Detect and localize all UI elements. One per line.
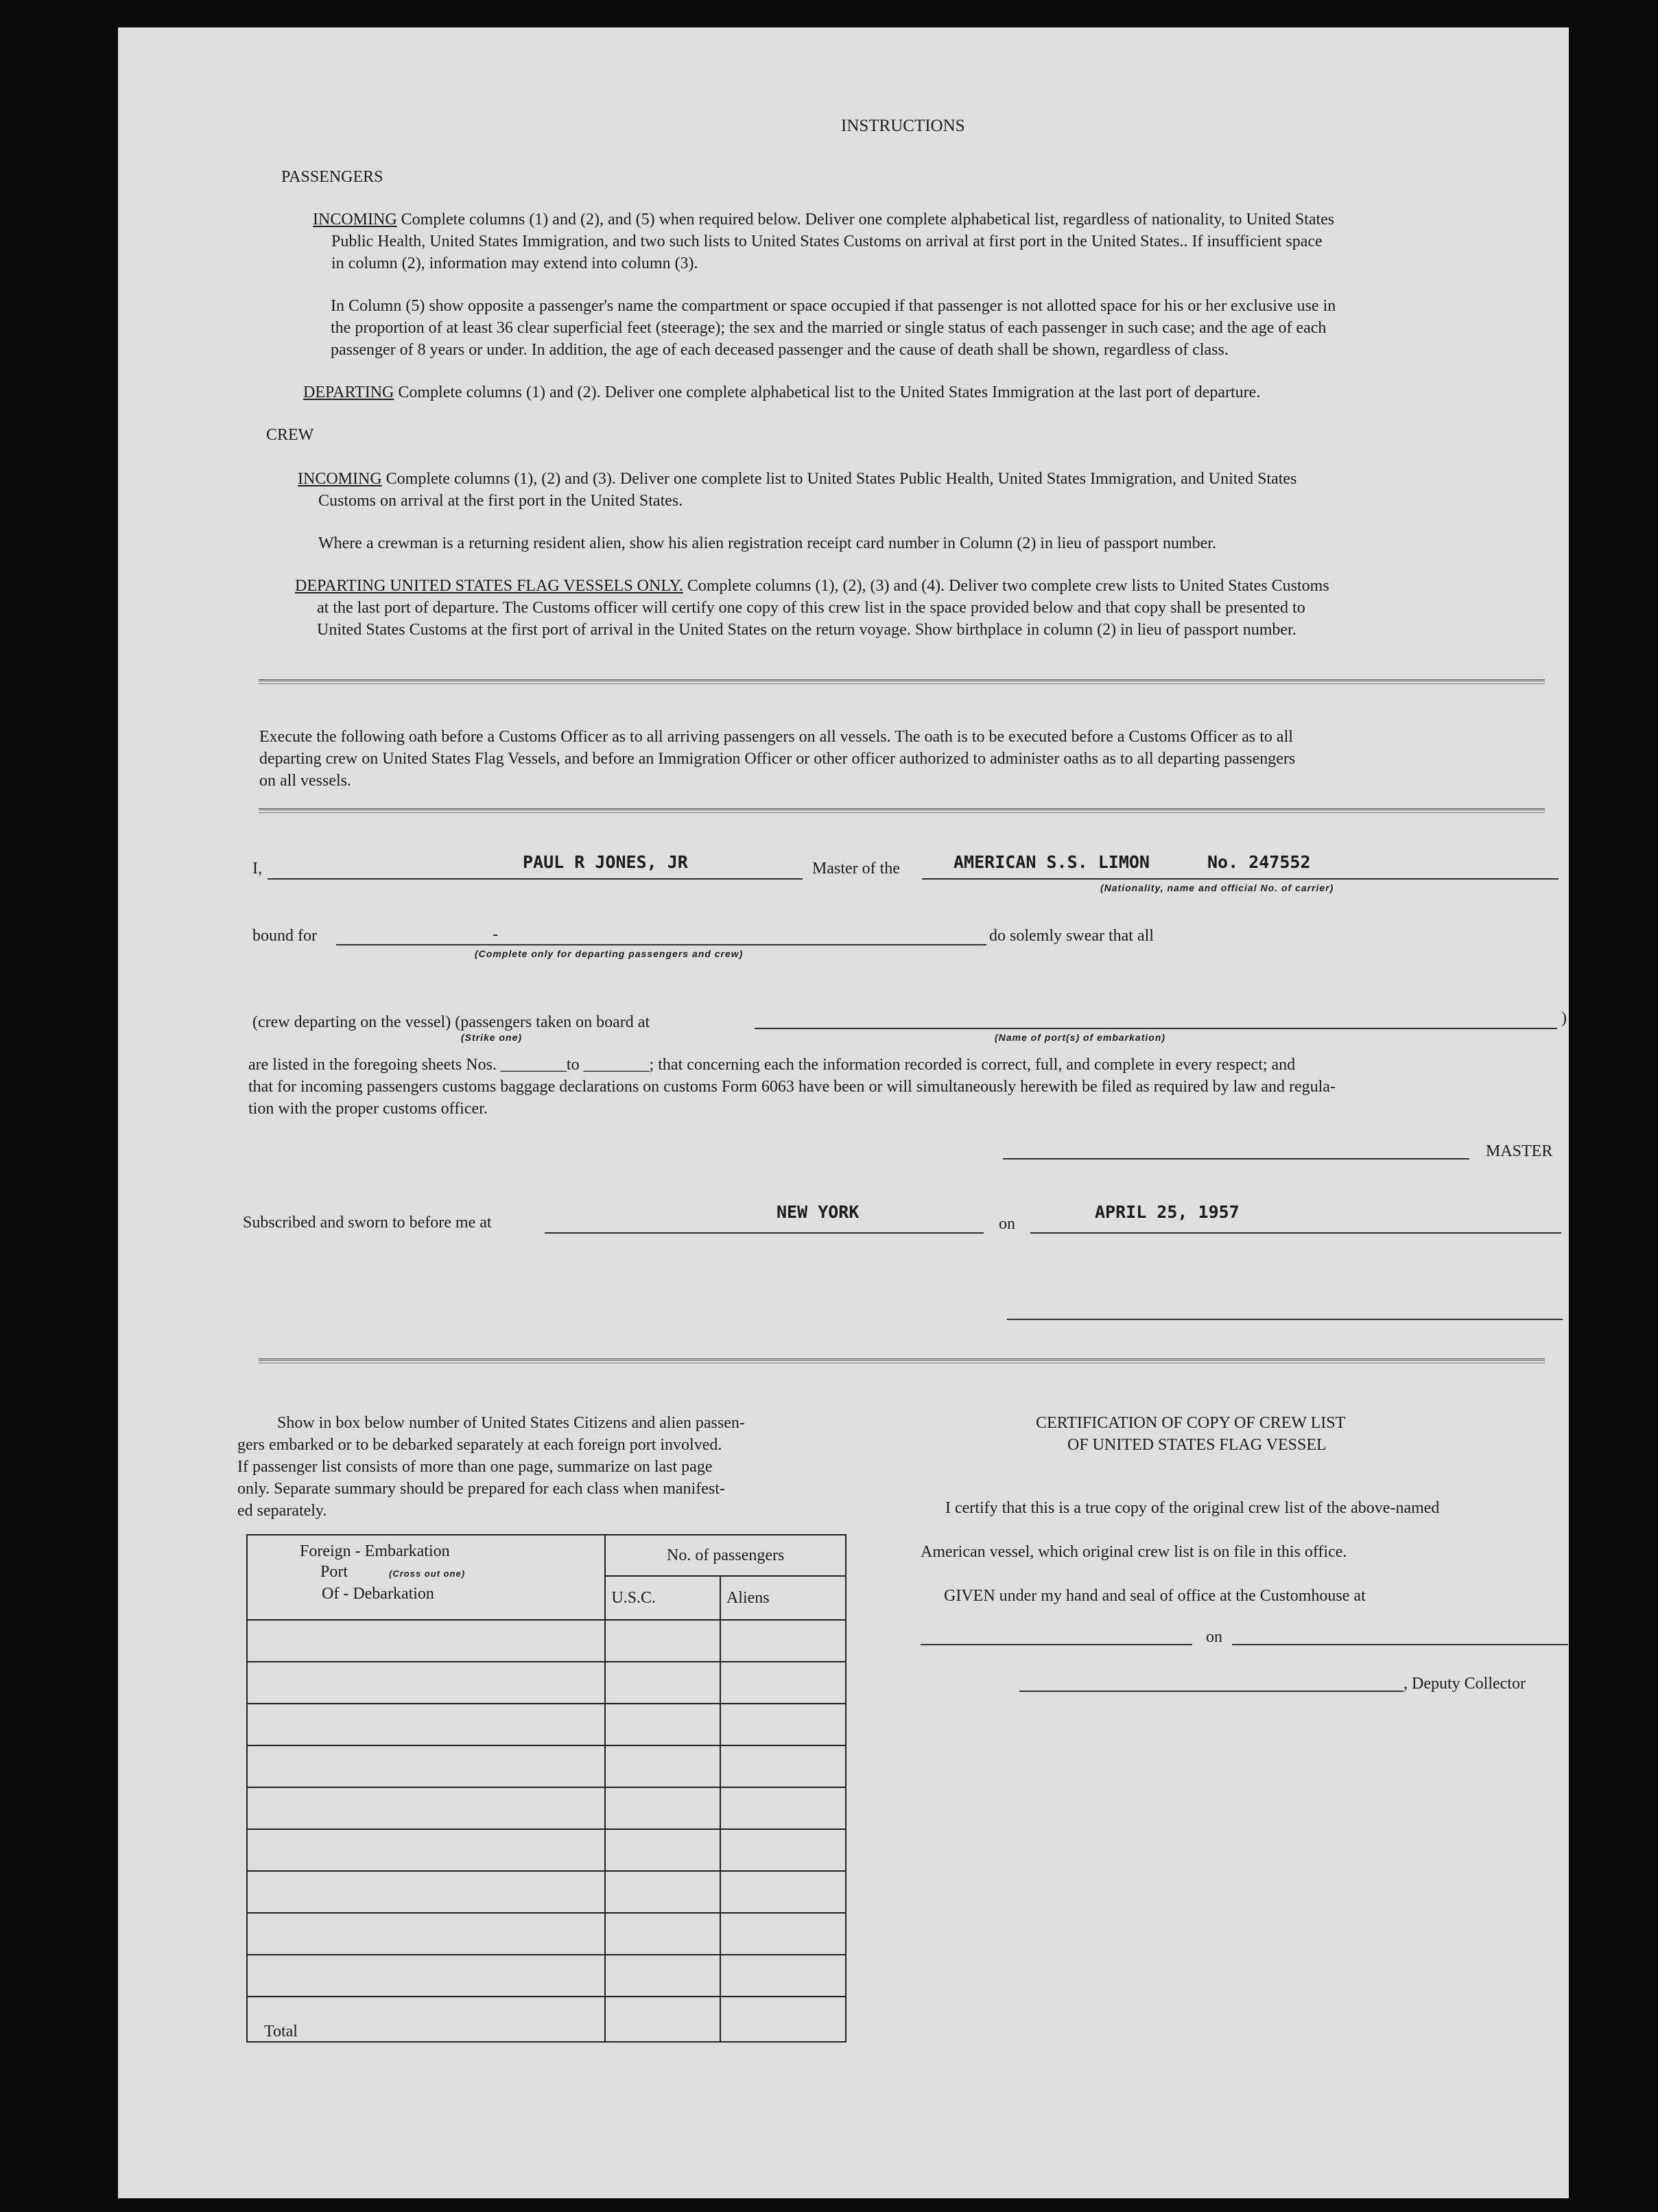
certification-line-2: American vessel, which original crew list is on file in this office. xyxy=(921,1543,1347,1561)
certification-line-1: I certify that this is a true copy of the original crew list of the above-named xyxy=(945,1499,1440,1517)
divider-2 xyxy=(259,808,1545,813)
column5-line-3: passenger of 8 years or under. In addition, the age of each deceased passenger and the cause of death shall be shown, regardless of class. xyxy=(331,341,1229,359)
crew-heading: CREW xyxy=(266,426,314,444)
summary-note-5: ed separately. xyxy=(237,1502,327,1520)
col-cross-caption: (Cross out one) xyxy=(389,1568,466,1579)
port-header-cell xyxy=(247,1535,605,1620)
table-row xyxy=(247,1955,846,1997)
deputy-collector-label: , Deputy Collector xyxy=(1404,1675,1526,1693)
crew-incoming-label: INCOMING xyxy=(298,470,382,488)
summary-note-3: If passenger list consists of more than one page, summarize on last page xyxy=(237,1458,713,1476)
table-row xyxy=(247,1620,846,1662)
deputy-signature-blank xyxy=(1019,1691,1404,1692)
column5-line-1: In Column (5) show opposite a passenger's name the compartment or space occupied if that passenger is not allotted space for his or her exclusive use in xyxy=(331,297,1336,315)
ports-blank xyxy=(755,1028,1557,1029)
master-name-blank xyxy=(268,878,803,880)
crew-alien-note: Where a crewman is a returning resident alien, show his alien registration receipt card number in Column (2) in lieu of passport number. xyxy=(318,534,1216,552)
sheets-line-3: tion with the proper customs officer. xyxy=(248,1100,488,1118)
aliens-header-cell: Aliens xyxy=(720,1576,846,1620)
table-row xyxy=(247,1787,846,1829)
date-blank xyxy=(1030,1232,1561,1234)
crew-departing-text-1: Complete columns (1), (2), (3) and (4). Deliver two complete crew lists to United States Customs xyxy=(687,577,1329,595)
divider-1 xyxy=(259,679,1545,684)
bound-for-blank xyxy=(336,944,986,945)
crew-departing-text-2: at the last port of departure. The Customs officer will certify one copy of this crew list in the space provided below and that copy shall be presented to xyxy=(317,599,1305,617)
page-title: INSTRUCTIONS xyxy=(841,117,965,135)
total-label-cell: Total xyxy=(247,1997,605,2042)
certification-on-label: on xyxy=(1206,1628,1222,1646)
passengers-departing-line xyxy=(303,381,1260,403)
table-row xyxy=(247,1871,846,1913)
table-header-row xyxy=(247,1535,846,1576)
swear-label: do solemly swear that all xyxy=(989,927,1154,945)
passenger-summary-table xyxy=(246,1534,846,2043)
place-blank xyxy=(545,1232,984,1234)
crew-departing-line-1 xyxy=(295,575,1329,597)
customhouse-blank xyxy=(921,1644,1192,1645)
sworn-on-label: on xyxy=(999,1215,1015,1233)
table-row xyxy=(247,1829,846,1871)
column5-line-2: the proportion of at least 36 clear superficial feet (steerage); the sex and the married or single status of each passenger in such case; and the age of each xyxy=(331,319,1327,337)
passengers-departing-label: DEPARTING xyxy=(303,384,394,401)
master-name: PAUL R JONES, JR xyxy=(523,852,688,872)
col-foreign-label: Foreign - Embarkation xyxy=(300,1542,450,1560)
strike-caption: (Strike one) xyxy=(461,1032,523,1043)
passengers-incoming-line-1 xyxy=(313,209,1334,231)
carrier-caption: (Nationality, name and official No. of carrier) xyxy=(1100,882,1334,893)
summary-note-2: gers embarked or to be debarked separately at each foreign port involved. xyxy=(237,1436,722,1454)
crew-departing-label: DEPARTING UNITED STATES FLAG VESSELS ONLY. xyxy=(295,577,683,595)
table-row xyxy=(247,1913,846,1955)
crew-departing-oath: (crew departing on the vessel) (passengers taken on board at xyxy=(252,1013,650,1031)
passengers-incoming-text-3: in column (2), information may extend into column (3). xyxy=(331,255,698,272)
certification-title-1: CERTIFICATION OF COPY OF CREW LIST xyxy=(1036,1414,1346,1432)
crew-incoming-line-1 xyxy=(298,468,1296,490)
bound-caption: (Complete only for departing passengers and crew) xyxy=(475,948,744,959)
oath-i-label: I, xyxy=(252,860,262,878)
divider-3 xyxy=(259,1358,1545,1363)
total-row xyxy=(247,1997,846,2042)
certification-line-3: GIVEN under my hand and seal of office at the Customhouse at xyxy=(944,1587,1366,1605)
table-row xyxy=(247,1704,846,1745)
certification-date-blank xyxy=(1232,1644,1568,1645)
oath-intro-line-1: Execute the following oath before a Customs Officer as to all arriving passengers on all vessels. The oath is to be executed before a Customs Officer as to all xyxy=(259,728,1293,746)
col-of-label: Of - Debarkation xyxy=(322,1585,434,1603)
close-paren: ) xyxy=(1561,1009,1567,1027)
document-page xyxy=(118,27,1569,2198)
summary-note-1: Show in box below number of United States Citizens and alien passen- xyxy=(277,1414,745,1432)
sworn-date: APRIL 25, 1957 xyxy=(1095,1202,1240,1222)
summary-note-4: only. Separate summary should be prepared for each class when manifest- xyxy=(237,1480,725,1498)
passengers-incoming-text-2: Public Health, United States Immigration, and two such lists to United States Customs on arrival at first port in the United States.. If insufficient space xyxy=(331,233,1323,250)
oath-intro-line-2: departing crew on United States Flag Vessels, and before an Immigration Officer or other officer authorized to administer oaths as to all departing passengers xyxy=(259,750,1296,768)
passengers-heading: PASSENGERS xyxy=(281,168,383,186)
master-of-label: Master of the xyxy=(812,860,900,878)
certification-title-2: OF UNITED STATES FLAG VESSEL xyxy=(1067,1436,1327,1454)
carrier-name: AMERICAN S.S. LIMON xyxy=(954,852,1150,872)
usc-header-cell: U.S.C. xyxy=(605,1576,720,1620)
carrier-blank xyxy=(922,878,1559,880)
ports-caption: (Name of port(s) of embarkation) xyxy=(995,1032,1166,1043)
table-row xyxy=(247,1745,846,1787)
bound-for-label: bound for xyxy=(252,927,317,945)
sheets-line-1: are listed in the foregoing sheets Nos. ________to ________; that concerning each the information recorded is correct, full, and complete in every respect; and xyxy=(248,1056,1296,1074)
crew-incoming-text-1: Complete columns (1), (2) and (3). Deliver one complete list to United States Public Health, United States Immigration, and United States xyxy=(386,470,1297,488)
passengers-header-cell: No. of passengers xyxy=(605,1535,846,1576)
crew-departing-text-3: United States Customs at the first port of arrival in the United States on the return voyage. Show birthplace in column (2) in lieu of passport number. xyxy=(317,621,1296,639)
passengers-incoming-label: INCOMING xyxy=(313,211,397,228)
master-signature-blank xyxy=(1003,1158,1469,1160)
carrier-number: No. 247552 xyxy=(1207,852,1311,872)
master-label: MASTER xyxy=(1486,1142,1553,1160)
passengers-incoming-text-1: Complete columns (1) and (2), and (5) when required below. Deliver one complete alphabetical list, regardless of nationality, to United States xyxy=(401,211,1335,228)
table-row xyxy=(247,1662,846,1704)
sheets-line-2: that for incoming passengers customs baggage declarations on customs Form 6063 have been or will simultaneously herewith be filed as required by law and regula- xyxy=(248,1078,1336,1096)
oath-intro-line-3: on all vessels. xyxy=(259,772,351,790)
crew-incoming-text-2: Customs on arrival at the first port in the United States. xyxy=(318,492,683,510)
sworn-place: NEW YORK xyxy=(777,1202,860,1222)
subscribed-label: Subscribed and sworn to before me at xyxy=(243,1214,492,1232)
passengers-departing-text: Complete columns (1) and (2). Deliver one complete alphabetical list to the United States Immigration at the last port of departure. xyxy=(398,384,1261,401)
bound-for-value: - xyxy=(493,926,498,943)
col-port-label: Port xyxy=(320,1563,348,1581)
officer-signature-blank xyxy=(1007,1319,1563,1320)
